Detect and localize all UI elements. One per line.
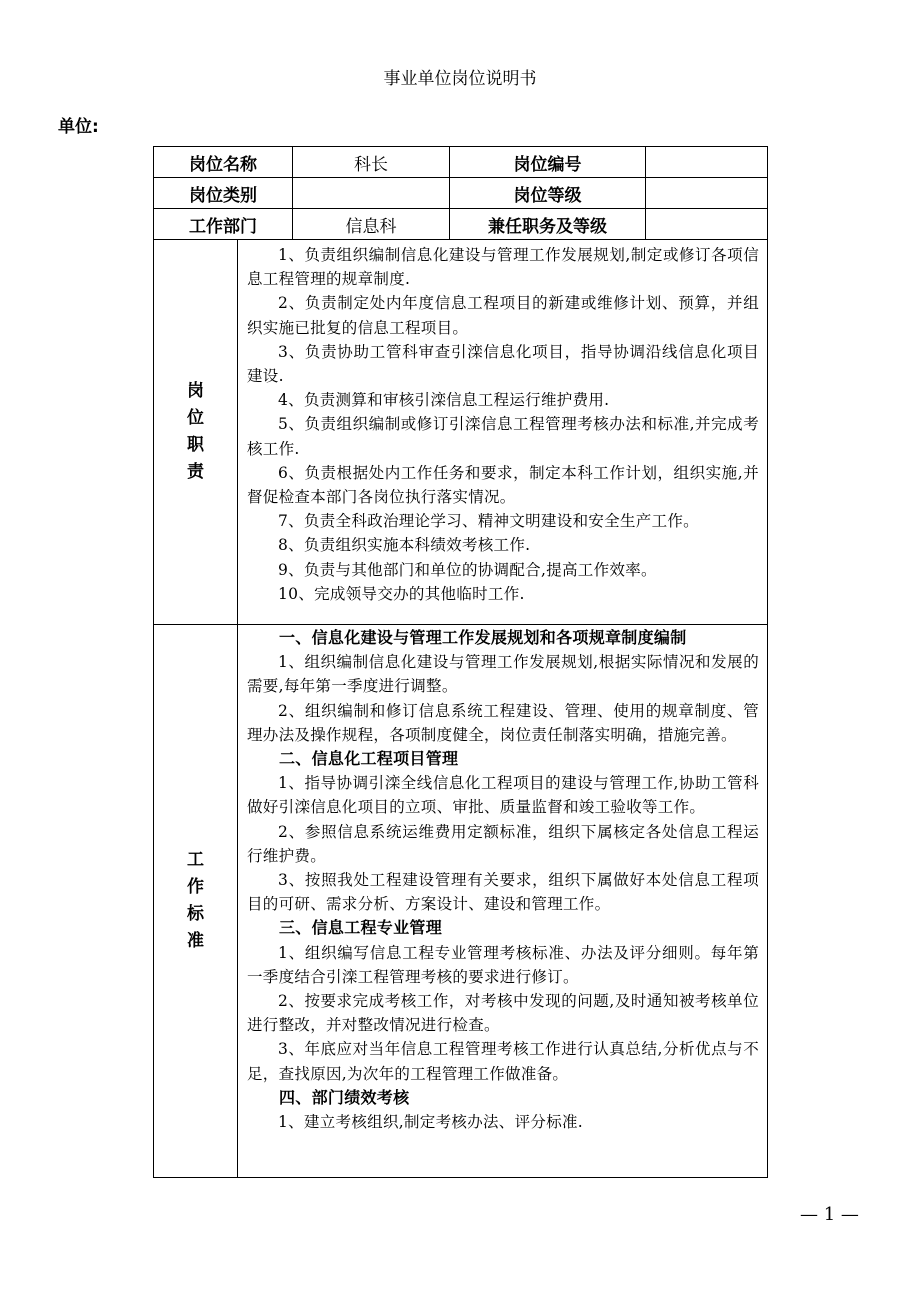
- standard-item: 1、组织编写信息工程专业管理考核标准、办法及评分细则。每年第一季度结合引滦工程管理考核的要求进行修订。: [247, 943, 759, 986]
- duties-row: [154, 240, 768, 625]
- header-label: 岗位编号: [450, 147, 646, 178]
- duty-item: 6、负责根据处内工作任务和要求，制定本科工作计划，组织实施,并督促检查本部门各岗位执行落实情况。: [247, 463, 759, 507]
- standard-item: 2、组织编制和修订信息系统工程建设、管理、使用的规章制度、管理办法及操作规程，各项制度健全，岗位责任制落实明确，措施完善。: [247, 701, 759, 744]
- section-heading: 二、信息化工程项目管理: [279, 749, 459, 769]
- header-label: 兼任职务及等级: [450, 209, 646, 240]
- header-label: 岗位名称: [154, 147, 293, 178]
- standard-item: 1、组织编制信息化建设与管理工作发展规划,根据实际情况和发展的需要,每年第一季度进行调整。: [247, 653, 759, 696]
- duty-item: 1、负责组织编制信息化建设与管理工作发展规划,制定或修订各项信息工程管理的规章制度.: [247, 246, 759, 289]
- section-heading: 一、信息化建设与管理工作发展规划和各项规章制度编制: [279, 628, 687, 647]
- header-value: 信息科: [293, 209, 450, 240]
- header-value: [646, 147, 768, 178]
- standards-label: [154, 625, 238, 1178]
- header-row: [154, 209, 768, 240]
- duty-item: 3、负责协助工管科审查引滦信息化项目，指导协调沿线信息化项目建设.: [247, 342, 759, 386]
- header-row: [154, 178, 768, 209]
- document-title: 事业单位岗位说明书: [383, 69, 537, 89]
- section-heading: 四、部门绩效考核: [279, 1087, 410, 1107]
- page-number: — 1 —: [800, 1204, 859, 1225]
- duty-item: 8、负责组织实施本科绩效考核工作.: [278, 536, 531, 555]
- header-label: 岗位等级: [450, 178, 646, 209]
- header-value: [293, 178, 450, 209]
- standard-item: 3、按照我处工程建设管理有关要求，组织下属做好本处信息工程项目的可研、需求分析、方案设计、建设和管理工作。: [247, 871, 759, 914]
- duties-content: [238, 240, 768, 625]
- header-label: 岗位类别: [154, 178, 293, 209]
- standard-item: 1、建立考核组织,制定考核办法、评分标准.: [278, 1113, 584, 1132]
- standards-row: [154, 625, 768, 1178]
- duties-label-char: 职: [187, 435, 204, 455]
- duty-item: 2、负责制定处内年度信息工程项目的新建或维修计划、预算，并组织实施已批复的信息工程项目。: [247, 294, 759, 337]
- standards-content: [238, 625, 768, 1178]
- duty-item: 10、完成领导交办的其他临时工作.: [278, 584, 525, 603]
- standards-label-char: 准: [187, 931, 204, 951]
- duties-label-char: 位: [187, 408, 204, 428]
- header-value: [646, 178, 768, 209]
- header-value: 科长: [293, 147, 450, 178]
- duties-label-char: 责: [187, 462, 204, 482]
- duty-item: 9、负责与其他部门和单位的协调配合,提高工作效率。: [278, 560, 657, 579]
- duty-item: 5、负责组织编制或修订引滦信息工程管理考核办法和标准,并完成考核工作.: [247, 415, 759, 458]
- duties-label-char: 岗: [187, 381, 204, 401]
- header-label: 工作部门: [154, 209, 293, 240]
- post-description-table: [153, 146, 768, 1178]
- duty-item: 4、负责测算和审核引滦信息工程运行维护费用.: [278, 391, 610, 410]
- header-row: [154, 147, 768, 178]
- unit-label: 单位:: [58, 117, 99, 137]
- section-heading: 三、信息工程专业管理: [279, 918, 443, 938]
- standards-label-char: 作: [187, 877, 204, 897]
- standards-label-char: 工: [187, 850, 204, 870]
- standard-item: 2、参照信息系统运维费用定额标准，组织下属核定各处信息工程运行维护费。: [247, 822, 759, 865]
- duties-label: [154, 240, 238, 625]
- duty-item: 7、负责全科政治理论学习、精神文明建设和安全生产工作。: [278, 512, 699, 531]
- header-value: [646, 209, 768, 240]
- standard-item: 2、按要求完成考核工作，对考核中发现的问题,及时通知被考核单位进行整改，并对整改情况进行检查。: [247, 992, 759, 1035]
- standards-label-char: 标: [187, 904, 204, 924]
- standard-item: 1、指导协调引滦全线信息化工程项目的建设与管理工作,协助工管科做好引滦信息化项目的立项、审批、质量监督和竣工验收等工作。: [247, 774, 759, 817]
- standard-item: 3、年底应对当年信息工程管理考核工作进行认真总结,分析优点与不足，查找原因,为次年的工程管理工作做准备。: [247, 1040, 759, 1083]
